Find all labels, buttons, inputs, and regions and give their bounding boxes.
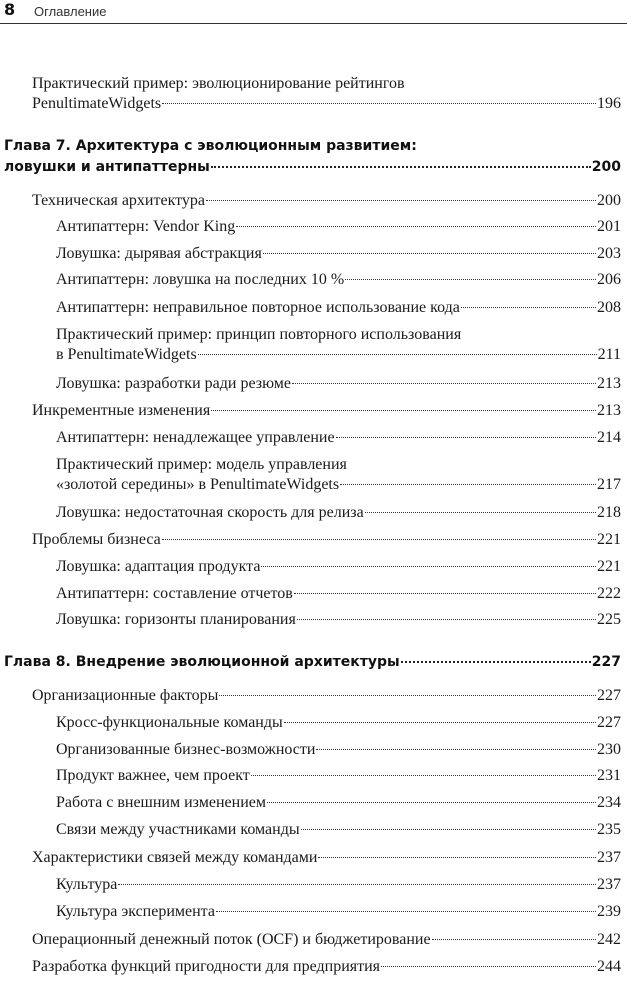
toc-entry-title: Ловушка: недостаточная скорость для релиза — [56, 504, 364, 521]
toc-page-number: 213 — [597, 375, 621, 392]
toc-entry — [56, 875, 621, 895]
toc-line — [56, 270, 621, 290]
header-rule — [0, 23, 627, 24]
toc-entry-title: PenultimateWidgets — [32, 95, 162, 112]
running-title: Оглавление — [34, 4, 107, 19]
toc-entry — [56, 902, 621, 922]
toc-entry — [56, 428, 621, 448]
toc-entry — [32, 686, 621, 706]
toc-entry — [56, 610, 621, 630]
toc-line — [56, 713, 621, 733]
toc-entry — [56, 793, 621, 813]
toc-line — [56, 217, 621, 237]
toc-page-number: 222 — [597, 585, 621, 602]
toc-entry — [32, 191, 621, 211]
dot-leader — [267, 802, 596, 803]
toc-entry-title: Разработка функций пригодности для предприятия — [32, 958, 381, 975]
toc-entry-title: Культура эксперимента — [56, 903, 215, 920]
dot-leader — [365, 512, 596, 513]
dot-leader — [381, 966, 596, 967]
dot-leader — [401, 661, 591, 663]
toc-page-number: 227 — [591, 654, 621, 670]
toc-page-number: 200 — [597, 192, 621, 209]
dot-leader — [294, 593, 596, 594]
toc-page-number: 201 — [597, 218, 621, 235]
toc-entry-title: ловушки и антипаттерны — [4, 159, 210, 175]
toc-entry-title: Антипаттерн: ловушка на последних 10 % — [56, 271, 345, 288]
toc-page-number: 203 — [597, 245, 621, 262]
dot-leader — [316, 749, 596, 750]
dot-leader — [261, 566, 596, 567]
toc-page-number: 239 — [597, 903, 621, 920]
dot-leader — [336, 437, 596, 438]
toc-page-number: 244 — [597, 958, 621, 975]
page-header — [0, 0, 627, 24]
toc-line — [32, 191, 621, 211]
toc-line — [56, 820, 621, 840]
toc-line — [56, 428, 621, 448]
dot-leader — [263, 253, 596, 254]
toc-line — [56, 584, 621, 604]
toc-line — [32, 74, 621, 94]
toc-line — [56, 475, 621, 495]
dot-leader — [211, 166, 591, 168]
toc-page-number: 206 — [597, 271, 621, 288]
toc-entry-title: Техническая архитектура — [32, 192, 206, 209]
toc-page-number: 214 — [597, 429, 621, 446]
toc-line — [56, 325, 621, 345]
toc-page-number: 213 — [597, 402, 621, 419]
toc-entry — [56, 244, 621, 264]
toc-entry-title: Ловушка: адаптация продукта — [56, 558, 261, 575]
dot-leader — [198, 354, 597, 355]
toc-page-number: 237 — [597, 849, 621, 866]
toc-entry-title: «золотой середины» в PenultimateWidgets — [56, 476, 340, 493]
toc-entry-title: Работа с внешним изменением — [56, 794, 267, 811]
toc-page-number: 227 — [597, 714, 621, 731]
dot-leader — [297, 619, 596, 620]
toc-page-number: 227 — [597, 687, 621, 704]
toc-page-number: 231 — [597, 767, 621, 784]
toc-page-number: 237 — [597, 876, 621, 893]
toc-page-number: 218 — [597, 504, 621, 521]
toc-page-number: 242 — [597, 931, 621, 948]
toc-chapter — [4, 652, 621, 673]
toc-line — [32, 530, 621, 550]
dot-leader — [236, 226, 596, 227]
toc-line — [56, 557, 621, 577]
toc-entry — [32, 957, 621, 977]
dot-leader — [118, 884, 596, 885]
toc-entry — [56, 557, 621, 577]
toc-entry — [32, 530, 621, 550]
dot-leader — [432, 939, 596, 940]
toc-line — [4, 157, 621, 178]
dot-leader — [345, 279, 596, 280]
toc-chapter — [4, 136, 621, 178]
toc-line — [32, 848, 621, 868]
toc-entry — [56, 374, 621, 394]
toc-line — [56, 244, 621, 264]
toc-entry — [56, 217, 621, 237]
toc-line — [56, 345, 621, 365]
toc-entry-title: в PenultimateWidgets — [56, 346, 197, 363]
dot-leader — [216, 911, 596, 912]
toc-entry-title: Проблемы бизнеса — [32, 531, 161, 548]
toc-entry — [56, 503, 621, 523]
dot-leader — [206, 200, 596, 201]
toc-entry-title: Связи между участниками команды — [56, 821, 300, 838]
toc-line — [56, 503, 621, 523]
toc-line — [56, 298, 621, 318]
dot-leader — [301, 829, 596, 830]
toc-entry-title: Организационные факторы — [32, 687, 219, 704]
toc-entry-title: Характеристики связей между командами — [32, 849, 318, 866]
toc-entry-title: Практический пример: принцип повторного использования — [56, 326, 462, 343]
dot-leader — [211, 410, 596, 411]
toc-line — [32, 957, 621, 977]
toc-page-number: 200 — [591, 159, 621, 175]
toc-entry-title: Ловушка: разработки ради резюме — [56, 375, 292, 392]
toc-line — [56, 793, 621, 813]
dot-leader — [318, 857, 596, 858]
toc-entry-title: Практический пример: модель управления — [56, 456, 347, 473]
dot-leader — [219, 695, 596, 696]
dot-leader — [284, 722, 596, 723]
toc-page-number: 221 — [597, 531, 621, 548]
toc-entry — [32, 74, 621, 114]
toc-entry — [56, 270, 621, 290]
toc-entry — [56, 298, 621, 318]
toc-line — [56, 455, 621, 475]
toc-entry-title: Антипаттерн: Vendor King — [56, 218, 236, 235]
toc-page-number: 196 — [597, 95, 621, 112]
toc-page-number: 208 — [597, 299, 621, 316]
toc-entry — [56, 325, 621, 365]
dot-leader — [251, 775, 596, 776]
toc-entry — [56, 740, 621, 760]
toc-page-number: 225 — [597, 611, 621, 628]
toc-entry — [32, 848, 621, 868]
toc-line — [32, 94, 621, 114]
toc-entry-title: Ловушка: горизонты планирования — [56, 611, 296, 628]
toc-page-number: 211 — [597, 346, 621, 363]
toc-line — [56, 610, 621, 630]
toc-entry — [56, 584, 621, 604]
toc-page-number: 234 — [597, 794, 621, 811]
toc-entry-title: Глава 7. Архитектура с эволюционным развитием: — [4, 138, 417, 154]
toc-line — [32, 686, 621, 706]
toc-page-number: 235 — [597, 821, 621, 838]
toc-entry-title: Инкрементные изменения — [32, 402, 211, 419]
toc-line — [4, 136, 621, 157]
toc-line — [56, 740, 621, 760]
dot-leader — [461, 307, 596, 308]
page-number: 8 — [4, 0, 16, 19]
toc-entry-title: Антипаттерн: неправильное повторное использование кода — [56, 299, 460, 316]
toc-entry-title: Практический пример: эволюционирование рейтингов — [32, 75, 405, 92]
toc-line — [32, 401, 621, 421]
dot-leader — [292, 383, 596, 384]
toc-line — [32, 930, 621, 950]
toc-entry — [32, 401, 621, 421]
toc-entry-title: Антипаттерн: ненадлежащее управление — [56, 429, 335, 446]
toc-line — [56, 902, 621, 922]
toc-entry-title: Глава 8. Внедрение эволюционной архитектуры — [4, 654, 400, 670]
toc-page-number: 230 — [597, 741, 621, 758]
toc-entry-title: Кросс-функциональные команды — [56, 714, 283, 731]
toc-entry-title: Продукт важнее, чем проект — [56, 767, 250, 784]
dot-leader — [162, 539, 596, 540]
toc-line — [56, 766, 621, 786]
toc-entry-title: Антипаттерн: составление отчетов — [56, 585, 293, 602]
toc-entry-title: Операционный денежный поток (OCF) и бюджетирование — [32, 931, 431, 948]
toc-line — [4, 652, 621, 673]
toc-entry — [56, 766, 621, 786]
toc-entry-title: Ловушка: дырявая абстракция — [56, 245, 262, 262]
toc-line — [56, 875, 621, 895]
toc-page-number: 217 — [597, 476, 621, 493]
dot-leader — [162, 103, 596, 104]
toc-entry — [32, 930, 621, 950]
toc-entry-title: Культура — [56, 876, 118, 893]
toc-entry — [56, 713, 621, 733]
toc-entry-title: Организованные бизнес-возможности — [56, 741, 316, 758]
toc-line — [56, 374, 621, 394]
toc-entry — [56, 455, 621, 495]
dot-leader — [340, 484, 596, 485]
toc-entry — [56, 820, 621, 840]
toc-page-number: 221 — [597, 558, 621, 575]
